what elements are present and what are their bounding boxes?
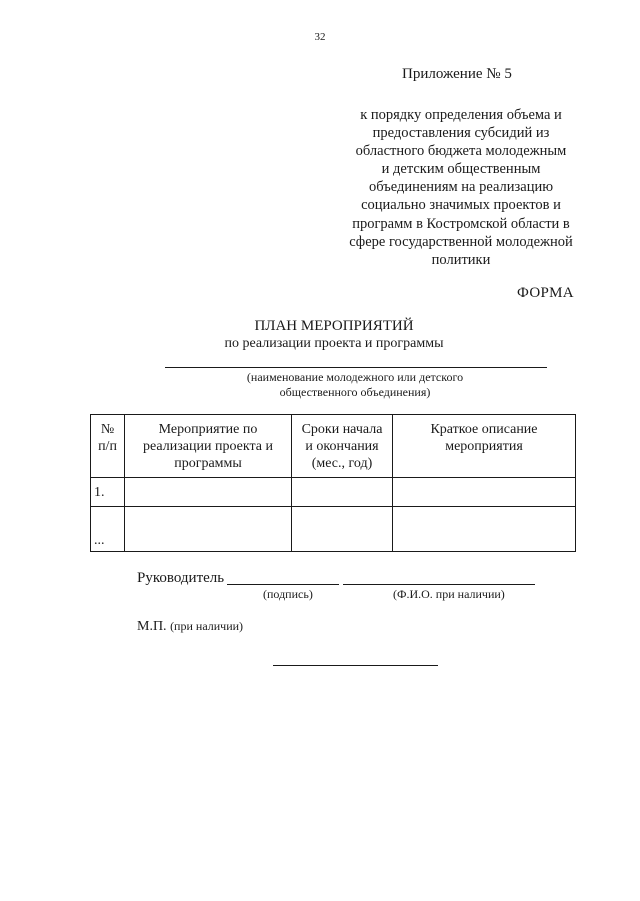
column-header-description: Краткое описание мероприятия <box>393 415 576 478</box>
column-header-number: № п/п <box>91 415 125 478</box>
form-label: ФОРМА <box>517 285 574 301</box>
full-name-line <box>343 584 535 585</box>
plan-subtitle: по реализации проекта и программы <box>224 336 444 351</box>
table-cell: 1. <box>91 478 125 507</box>
full-name-caption: (Ф.И.О. при наличии) <box>393 587 505 601</box>
table-cell <box>393 507 576 552</box>
column-header-dates: Сроки начала и окончания (мес., год) <box>292 415 393 478</box>
column-header-event: Мероприятие по реализации проекта и программы <box>125 415 292 478</box>
table-row <box>91 507 576 552</box>
organization-name-line <box>165 367 547 368</box>
order-line: и детским общественным <box>381 161 541 178</box>
order-line: предоставления субсидий из <box>372 125 550 142</box>
bottom-divider-line <box>273 665 438 666</box>
table-cell: ... <box>91 507 125 552</box>
head-signature-label: Руководитель <box>137 570 225 586</box>
order-line: политики <box>431 251 491 268</box>
order-line: программ в Костромской области в <box>352 215 570 232</box>
order-line: сфере государственной молодежной <box>349 233 573 250</box>
table-cell <box>292 478 393 507</box>
stamp-place <box>137 619 243 635</box>
signature-line <box>227 584 339 585</box>
table-cell <box>125 478 292 507</box>
signature-caption: (подпись) <box>263 587 313 601</box>
organization-name-caption <box>210 370 500 399</box>
table-cell <box>393 478 576 507</box>
table-cell <box>125 507 292 552</box>
caption-line: (наименование молодежного или детского <box>246 370 464 384</box>
table-cell <box>292 507 393 552</box>
order-line: областного бюджета молодежным <box>355 143 567 160</box>
order-line: объединениям на реализацию <box>368 179 554 196</box>
events-plan-table <box>90 414 576 552</box>
order-line: социально значимых проектов и <box>361 197 561 214</box>
caption-line: общественного объединения) <box>279 384 431 399</box>
table-row <box>91 478 576 507</box>
plan-title: ПЛАН МЕРОПРИЯТИЙ <box>254 318 414 334</box>
appendix-title: Приложение № 5 <box>402 66 512 82</box>
stamp-note: (при наличии) <box>170 619 244 633</box>
stamp-label: М.П. <box>137 619 167 634</box>
page-number: 32 <box>314 31 326 43</box>
table-header-row <box>91 415 576 478</box>
appendix-order-text <box>336 106 586 269</box>
order-line: к порядку определения объема и <box>360 107 562 123</box>
